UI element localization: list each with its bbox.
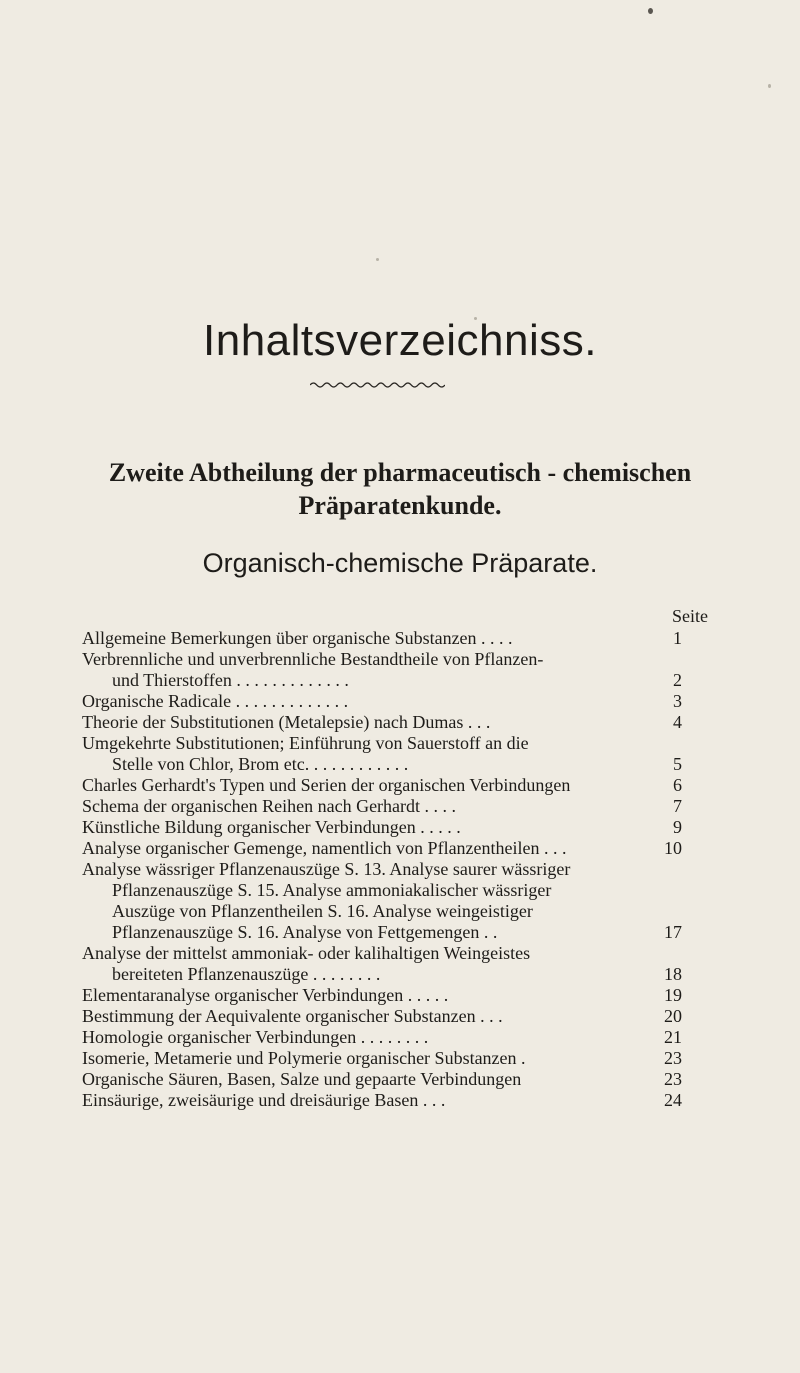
toc-entry-page: 6 [673, 775, 682, 795]
toc-entry-page: 2 [673, 670, 682, 690]
toc-entry-text: Organische Radicale . . . . . . . . . . . . . [82, 691, 349, 711]
toc-entry [82, 733, 682, 754]
toc-entry-page: 4 [673, 712, 682, 732]
toc-entry [82, 985, 682, 1006]
toc-entry-text: Künstliche Bildung organischer Verbindungen . . . . . [82, 817, 461, 837]
toc-entry-text: Pflanzenauszüge S. 15. Analyse ammoniakalischer wässriger [112, 880, 552, 900]
page-column-label: Seite [672, 606, 708, 626]
section-heading-line1: Zweite Abtheilung der pharmaceutisch - chemischen [108, 458, 692, 487]
toc-entry-page: 19 [664, 985, 682, 1005]
toc-entry-page: 10 [664, 838, 682, 858]
toc-entry [82, 922, 682, 943]
toc-entry-page: 21 [664, 1027, 682, 1047]
toc-entry-text: Verbrennliche und unverbrennliche Bestandtheile von Pflanzen- [82, 649, 544, 669]
toc-entry [82, 1027, 682, 1048]
decorative-wavy-rule [310, 380, 445, 390]
ink-speck [648, 8, 653, 14]
toc-entry [82, 1069, 682, 1090]
toc-entry-text: Bestimmung der Aequivalente organischer Substanzen . . . [82, 1006, 503, 1026]
section-heading-line2: Präparatenkunde. [298, 491, 502, 520]
toc-entry-text: Auszüge von Pflanzentheilen S. 16. Analyse weingeistiger [112, 901, 533, 921]
toc-entry [82, 880, 682, 901]
toc-entry-page: 5 [673, 754, 682, 774]
subsection-heading: Organisch-chemische Präparate. [202, 548, 598, 578]
toc-entry-text: Umgekehrte Substitutionen; Einführung von Sauerstoff an die [82, 733, 529, 753]
toc-entry [82, 1048, 682, 1069]
toc-entry-text: Organische Säuren, Basen, Salze und gepaarte Verbindungen [82, 1069, 522, 1089]
toc-entry-text: Charles Gerhardt's Typen und Serien der organischen Verbindungen [82, 775, 571, 795]
toc-entry [82, 817, 682, 838]
toc-entry-text: und Thierstoffen . . . . . . . . . . . . . [112, 670, 349, 690]
toc-entry-text: bereiteten Pflanzenauszüge . . . . . . . . [112, 964, 381, 984]
toc-entry [82, 838, 682, 859]
toc-entry [82, 964, 682, 985]
toc-entry-page: 17 [664, 922, 682, 942]
toc-entry-text: Einsäurige, zweisäurige und dreisäurige Basen . . . [82, 1090, 446, 1110]
ink-speck [768, 84, 771, 88]
toc-entry-page: 9 [673, 817, 682, 837]
toc-entry-text: Homologie organischer Verbindungen . . . . . . . . [82, 1027, 429, 1047]
toc-entry-page: 24 [664, 1090, 682, 1110]
toc-entry [82, 901, 682, 922]
toc-entry-text: Pflanzenauszüge S. 16. Analyse von Fettgemengen . . [112, 922, 498, 942]
toc-entry-text: Analyse wässriger Pflanzenauszüge S. 13. Analyse saurer wässriger [82, 859, 571, 879]
toc-entry [82, 670, 682, 691]
toc-entry [82, 775, 682, 796]
toc-entry-page: 18 [664, 964, 682, 984]
toc-entry-page: 23 [664, 1069, 682, 1089]
toc-entry-text: Analyse der mittelst ammoniak- oder kalihaltigen Weingeistes [82, 943, 531, 963]
toc-entry [82, 649, 682, 670]
toc-entry [82, 691, 682, 712]
toc-entry-page: 3 [673, 691, 682, 711]
toc-entry [82, 796, 682, 817]
toc-entry [82, 712, 682, 733]
toc-entry-page: 1 [673, 628, 682, 648]
toc-entry-text: Stelle von Chlor, Brom etc. . . . . . . . . . . . [112, 754, 409, 774]
ink-speck [376, 258, 379, 261]
toc-entry [82, 1006, 682, 1027]
toc-entry-text: Theorie der Substitutionen (Metalepsie) nach Dumas . . . [82, 712, 491, 732]
toc-entry-text: Allgemeine Bemerkungen über organische Substanzen . . . . [82, 628, 513, 648]
toc-entry-text: Isomerie, Metamerie und Polymerie organischer Substanzen . [82, 1048, 526, 1068]
toc-entry-page: 20 [664, 1006, 682, 1026]
toc-entry [82, 859, 682, 880]
page-title: Inhaltsverzeichniss. [203, 316, 597, 365]
toc-entry-page: 7 [673, 796, 682, 816]
toc-entry [82, 1090, 682, 1111]
toc-entry [82, 628, 682, 649]
toc-entry [82, 943, 682, 964]
toc-entry-page: 23 [664, 1048, 682, 1068]
table-of-contents [82, 628, 682, 1111]
toc-entry-text: Analyse organischer Gemenge, namentlich von Pflanzentheilen . . . [82, 838, 567, 858]
toc-entry-text: Elementaranalyse organischer Verbindungen . . . . . [82, 985, 449, 1005]
section-heading [0, 456, 800, 522]
toc-entry [82, 754, 682, 775]
toc-entry-text: Schema der organischen Reihen nach Gerhardt . . . . [82, 796, 457, 816]
